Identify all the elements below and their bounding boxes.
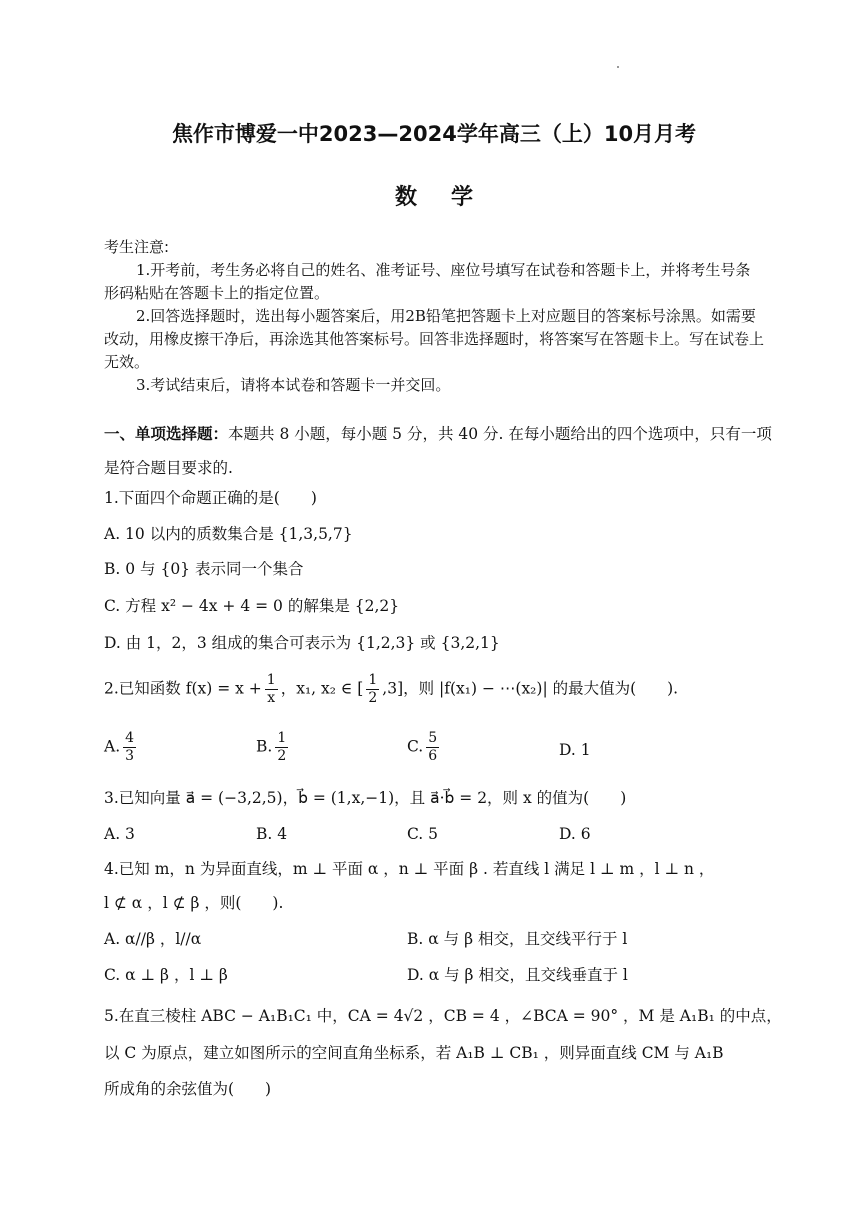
q2-int-den: 2: [368, 690, 378, 706]
q2-option-a: [104, 730, 139, 765]
q2-stem-part3: ,3]，则 |f(x₁) − ⋯(x₂)| 的最大值为( ).: [382, 679, 679, 698]
notice-item-2: 2.回答选择题时，选出每小题答案后，用2B铅笔把答题卡上对应题目的答案标号涂黑。如需要改动，用橡皮擦干净后，再涂选其他答案标号。回答非选择题时，将答案写在答题卡上。写在试卷上无效。: [104, 307, 765, 371]
q2-option-c-frac: [426, 730, 439, 765]
notice-item-1: 1.开考前，考生务必将自己的姓名、准考证号、座位号填写在试卷和答题卡上，并将考生号条形码粘贴在答题卡上的指定位置。: [104, 261, 751, 302]
q2-c-den: 6: [428, 748, 438, 764]
q3-option-d: D. 6: [559, 825, 591, 843]
q2-b-den: 2: [277, 748, 287, 764]
q4-stem-line1: 4.已知 m，n 为异面直线，m ⊥ 平面 α ，n ⊥ 平面 β . 若直线 l 满足 l ⊥ m ，l ⊥ n ，: [104, 860, 715, 878]
q1-option-d: D. 由 1，2，3 组成的集合可表示为 {1,2,3} 或 {3,2,1}: [104, 634, 500, 652]
q2-option-a-label: A.: [104, 737, 121, 756]
notice-heading: 考生注意:: [104, 238, 170, 256]
q1-option-a: A. 10 以内的质数集合是 {1,3,5,7}: [104, 525, 353, 543]
q4-stem-line2: l ⊄ α ，l ⊄ β ，则( ).: [104, 894, 284, 912]
q4-option-b: B. α 与 β 相交，且交线平行于 l: [407, 930, 628, 948]
q2-frac-den: x: [267, 690, 276, 706]
exam-title: 焦作市博爱一中2023—2024学年高三（上）10月月考: [171, 122, 697, 146]
q2-fraction: [265, 672, 278, 707]
q1-option-c: C. 方程 x² − 4x + 4 = 0 的解集是 {2,2}: [104, 597, 400, 615]
q4-option-a: A. α//β ，l//α: [104, 930, 202, 948]
q4-option-d: D. α 与 β 相交，且交线垂直于 l: [407, 966, 628, 984]
q2-option-b-label: B.: [256, 737, 273, 756]
q2-stem: [104, 672, 678, 707]
q5-stem-line1: 5.在直三棱柱 ABC − A₁B₁C₁ 中，CA = 4√2 ，CB = 4 ，∠BCA = 90° ，M 是 A₁B₁ 的中点，: [104, 1007, 782, 1025]
q3-option-a: A. 3: [104, 825, 135, 843]
q1-stem: 1.下面四个命题正确的是( ): [104, 489, 317, 507]
q2-option-c: [407, 730, 442, 765]
q5-stem-line3: 所成角的余弦值为( ): [104, 1080, 272, 1098]
q2-stem-part2: ，x₁, x₂ ∈ [: [280, 679, 364, 698]
q2-int-num: 1: [368, 672, 378, 688]
q1-option-b: B. 0 与 {0} 表示同一个集合: [104, 560, 304, 578]
q2-c-num: 5: [428, 730, 438, 746]
q2-option-b: [256, 730, 291, 765]
q5-stem-line2: 以 C 为原点，建立如图所示的空间直角坐标系，若 A₁B ⊥ CB₁ ，则异面直线 CM 与 A₁B: [104, 1044, 724, 1062]
q3-option-c: C. 5: [407, 825, 439, 843]
q2-b-num: 1: [277, 730, 287, 746]
notice-item-3: 3.考试结束后，请将本试卷和答题卡一并交回。: [136, 376, 451, 394]
q2-a-den: 3: [125, 748, 135, 764]
q2-option-d: D. 1: [559, 741, 591, 759]
q2-a-num: 4: [125, 730, 135, 746]
q2-interval-fraction: [366, 672, 379, 707]
scan-speck: [617, 66, 619, 68]
q2-stem-part1: 2.已知函数 f(x) = x +: [104, 679, 262, 698]
q3-stem: 3.已知向量 a⃗ = (−3,2,5)，b⃗ = (1,x,−1)，且 a⃗·b⃗ = 2，则 x 的值为( ): [104, 789, 627, 807]
subject-title: 数学: [394, 185, 507, 210]
q2-frac-num: 1: [266, 672, 276, 688]
q3-option-b: B. 4: [256, 825, 288, 843]
q2-option-a-frac: [123, 730, 136, 765]
q4-option-c: C. α ⊥ β ，l ⊥ β: [104, 966, 228, 984]
q2-option-b-frac: [275, 730, 288, 765]
q2-option-c-label: C.: [407, 737, 424, 756]
section-instructions: 本题共 8 小题，每小题 5 分，共 40 分. 在每小题给出的四个选项中，只有一项是符合题目要求的.: [104, 425, 772, 477]
candidate-notice: [104, 236, 764, 397]
section-label: 一、单项选择题：: [104, 425, 229, 443]
section-heading: [104, 417, 774, 485]
